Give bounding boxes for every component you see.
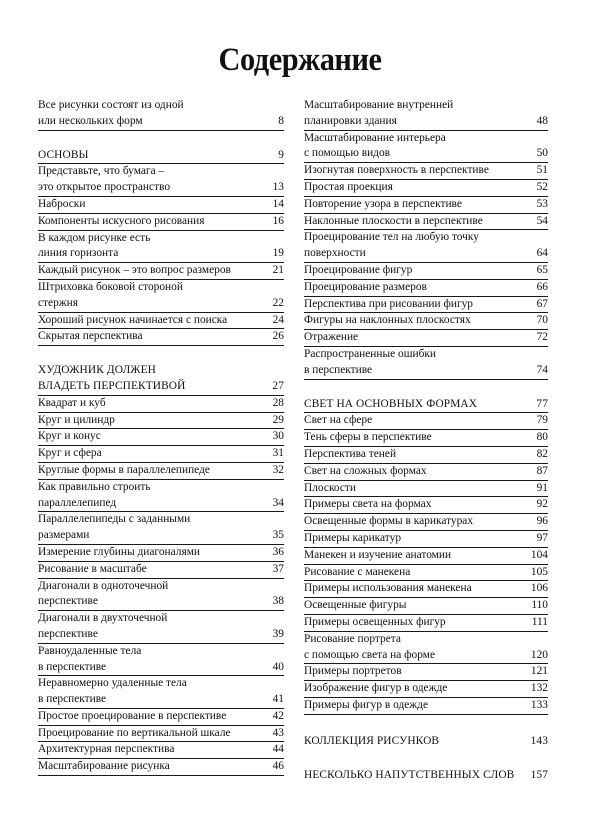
toc-entry[interactable] xyxy=(304,481,548,498)
toc-entry-title: Повторение узора в перспективе xyxy=(304,197,462,210)
toc-entry-title: Параллелепипеды с заданными размерами xyxy=(38,513,191,542)
toc-entry-title: Фигуры на наклонных плоскостях xyxy=(304,314,471,327)
toc-page-number: 37 xyxy=(272,562,284,575)
toc-page-number: 82 xyxy=(536,447,548,460)
toc-entry[interactable] xyxy=(304,565,548,582)
toc-page-number: 120 xyxy=(530,648,548,661)
toc-entry-title: Наклонные плоскости в перспективе xyxy=(304,214,483,227)
toc-entry[interactable] xyxy=(304,698,548,715)
toc-entry[interactable] xyxy=(304,497,548,514)
toc-entry-title: Рисование в масштабе xyxy=(38,562,147,575)
toc-entry[interactable] xyxy=(304,615,548,632)
toc-entry-title: Диагонали в двухточечной перспективе xyxy=(38,612,168,640)
toc-page-number: 9 xyxy=(278,148,284,161)
toc-entry[interactable] xyxy=(304,98,548,131)
toc-entry-title: Изображение фигур в одежде xyxy=(304,682,448,695)
toc-page-number: 28 xyxy=(272,396,284,409)
toc-entry[interactable] xyxy=(304,664,548,681)
toc-entry[interactable] xyxy=(304,313,548,330)
toc-entry-title: Как правильно строить параллелепипед xyxy=(38,480,151,509)
toc-entry-title: Плоскости xyxy=(304,481,357,494)
toc-entry-title: Неравномерно удаленные тела в перспективе xyxy=(38,677,187,706)
toc-entry-title: НЕСКОЛЬКО НАПУТСТВЕННЫХ СЛОВ xyxy=(304,769,515,782)
toc-entry-title: Проецирование по вертикальной шкале xyxy=(38,726,231,739)
toc-entry-title: Примеры фигур в одежде xyxy=(304,698,429,711)
toc-page-number: 91 xyxy=(536,481,548,494)
toc-entry[interactable] xyxy=(304,131,548,164)
toc-gap xyxy=(38,346,284,363)
page-title: Содержание xyxy=(218,42,382,78)
toc-entry[interactable] xyxy=(38,480,284,513)
toc-entry[interactable] xyxy=(38,463,284,480)
toc-page-number: 92 xyxy=(536,498,548,511)
toc-entry[interactable] xyxy=(304,413,548,430)
toc-page-number: 97 xyxy=(536,531,548,544)
toc-entry[interactable] xyxy=(304,163,548,180)
toc-page-number: 80 xyxy=(536,431,548,444)
toc-page-number: 106 xyxy=(530,582,548,595)
toc-section-heading[interactable] xyxy=(304,734,548,750)
toc-entry[interactable] xyxy=(38,396,284,413)
toc-entry[interactable] xyxy=(38,644,284,677)
toc-page-number: 39 xyxy=(272,627,284,640)
toc-page-number: 53 xyxy=(536,197,548,210)
toc-entry-title: Круг и цилиндр xyxy=(38,413,115,426)
toc-entry-title: Хороший рисунок начинается с поиска xyxy=(38,313,228,326)
toc-entry-title: КОЛЛЕКЦИЯ РИСУНКОВ xyxy=(304,734,440,747)
toc-entry-title: Все рисунки состоят из одной или нескольких форм xyxy=(38,99,184,127)
toc-entry-title: Изогнутая поверхность в перспективе xyxy=(304,164,489,177)
toc-page-number: 42 xyxy=(272,709,284,722)
toc-entry-title: Рисование с манекена xyxy=(304,565,411,578)
toc-entry[interactable] xyxy=(38,429,284,446)
toc-entry-title: Круг и сфера xyxy=(38,447,102,460)
toc-entry[interactable] xyxy=(304,180,548,197)
toc-entry-title: Тень сферы в перспективе xyxy=(304,431,432,444)
toc-page-number: 22 xyxy=(272,296,284,309)
toc-entry-title: Освещенные формы в карикатурах xyxy=(304,515,474,528)
toc-entry[interactable] xyxy=(304,681,548,698)
toc-entry-title: Масштабирование рисунка xyxy=(38,760,170,773)
toc-entry[interactable] xyxy=(38,197,284,214)
toc-page-number: 13 xyxy=(272,181,284,194)
toc-page-number: 31 xyxy=(272,447,284,460)
toc-entry-title: Наброски xyxy=(38,197,86,210)
toc-entry[interactable] xyxy=(304,447,548,464)
toc-entry[interactable] xyxy=(304,347,548,380)
toc-entry-title: Простое проецирование в перспективе xyxy=(38,709,227,722)
toc-page-number: 64 xyxy=(536,247,548,260)
toc-entry[interactable] xyxy=(304,230,548,263)
toc-entry-title: Рисование портрета с помощью света на форме xyxy=(304,632,436,661)
toc-page-number: 41 xyxy=(272,693,284,706)
toc-page-number: 35 xyxy=(272,529,284,542)
toc-entry[interactable] xyxy=(38,562,284,579)
toc-entry[interactable] xyxy=(38,98,284,131)
toc-entry[interactable] xyxy=(38,280,284,313)
toc-entry-title: Освещенные фигуры xyxy=(304,599,407,612)
toc-entry[interactable] xyxy=(38,313,284,330)
toc-page-number: 67 xyxy=(536,297,548,310)
toc-entry-title: Масштабирование внутренней планировки здания xyxy=(304,99,454,127)
toc-entry-title: Проецирование фигур xyxy=(304,263,413,276)
toc-page-number: 133 xyxy=(530,698,548,711)
toc-entry[interactable] xyxy=(38,214,284,231)
toc-page-number: 70 xyxy=(536,314,548,327)
toc-entry[interactable] xyxy=(38,676,284,709)
toc-entry[interactable] xyxy=(38,759,284,776)
toc-entry[interactable] xyxy=(38,413,284,430)
toc-entry-title: Распространенные ошибки в перспективе xyxy=(304,347,437,376)
toc-entry[interactable] xyxy=(304,280,548,297)
toc-page-number: 111 xyxy=(531,615,548,628)
toc-page-number: 79 xyxy=(536,414,548,427)
toc-page-number: 38 xyxy=(272,595,284,608)
toc-page-number: 110 xyxy=(531,599,548,612)
toc-page-number: 30 xyxy=(272,430,284,443)
toc-entry-title: Примеры использования манекена xyxy=(304,582,472,595)
toc-page-number: 121 xyxy=(530,665,548,678)
toc-entry[interactable] xyxy=(38,742,284,759)
toc-entry[interactable] xyxy=(304,464,548,481)
toc-entry-title: Примеры света на формах xyxy=(304,498,432,511)
toc-page-number: 16 xyxy=(272,214,284,227)
toc-page-number: 132 xyxy=(530,682,548,695)
toc-gap xyxy=(304,380,548,397)
toc-entry-title: Свет на сложных формах xyxy=(304,464,427,477)
toc-entry[interactable] xyxy=(304,297,548,314)
toc-entry[interactable] xyxy=(304,548,548,565)
toc-page-number: 14 xyxy=(272,197,284,210)
toc-entry-title: СВЕТ НА ОСНОВНЫХ ФОРМАХ xyxy=(304,397,478,410)
toc-entry[interactable] xyxy=(304,514,548,531)
toc-entry[interactable] xyxy=(304,581,548,598)
toc-page-number: 157 xyxy=(530,769,548,782)
toc-entry-title: Круглые формы в параллелепипеде xyxy=(38,463,210,476)
toc-entry[interactable] xyxy=(304,197,548,214)
toc-page-number: 43 xyxy=(272,726,284,739)
toc-entry-title: Квадрат и куб xyxy=(38,396,106,409)
toc-page-number: 26 xyxy=(272,330,284,343)
toc-entry-title: Круг и конус xyxy=(38,430,101,443)
toc-entry[interactable] xyxy=(304,430,548,447)
toc-entry[interactable] xyxy=(38,579,284,612)
toc-gap xyxy=(304,715,548,734)
toc-page-number: 48 xyxy=(536,114,548,127)
toc-page-number: 77 xyxy=(536,397,548,410)
toc-page-number: 44 xyxy=(272,743,284,756)
toc-entry[interactable] xyxy=(38,726,284,743)
toc-entry-title: Штриховка боковой стороной стержня xyxy=(38,280,183,309)
toc-entry[interactable] xyxy=(304,598,548,615)
toc-page-number: 36 xyxy=(272,545,284,558)
toc-section-heading[interactable] xyxy=(304,768,548,784)
toc-page-number: 8 xyxy=(278,114,284,127)
toc-entry-title: Свет на сфере xyxy=(304,414,373,427)
toc-page-number: 21 xyxy=(272,264,284,277)
toc-column-left xyxy=(38,98,284,776)
toc-entry[interactable] xyxy=(304,632,548,665)
toc-entry-title: Перспектива теней xyxy=(304,447,397,460)
toc-entry-title: Примеры карикатур xyxy=(304,531,402,544)
toc-entry[interactable] xyxy=(38,611,284,644)
toc-entry-title: Примеры освещенных фигур xyxy=(304,615,446,628)
toc-entry[interactable] xyxy=(38,545,284,562)
toc-entry-title: Каждый рисунок – это вопрос размеров xyxy=(38,264,231,277)
toc-entry-title: Диагонали в одноточечной перспективе xyxy=(38,579,169,608)
toc-entry-title: Проецирование тел на любую точку поверхности xyxy=(304,231,479,260)
toc-page-number: 29 xyxy=(272,413,284,426)
toc-entry-title: Перспектива при рисовании фигур xyxy=(304,297,474,310)
toc-entry[interactable] xyxy=(38,446,284,463)
toc-page-number: 46 xyxy=(272,760,284,773)
toc-entry[interactable] xyxy=(304,214,548,231)
toc-entry-title: Архитектурная перспектива xyxy=(38,743,175,756)
toc-section-heading[interactable] xyxy=(304,397,548,414)
toc-page-number: 50 xyxy=(536,147,548,160)
toc-page-number: 105 xyxy=(530,565,548,578)
toc-page-number: 32 xyxy=(272,463,284,476)
toc-entry-title: Проецирование размеров xyxy=(304,280,427,293)
toc-entry-title: Отражение xyxy=(304,331,359,344)
toc-page-number: 27 xyxy=(272,379,284,392)
toc-entry[interactable] xyxy=(38,709,284,726)
toc-page-number: 104 xyxy=(530,548,548,561)
toc-entry-title: В каждом рисунке есть линия горизонта xyxy=(38,231,151,260)
toc-entry[interactable] xyxy=(38,164,284,197)
toc-entry-title: Равноудаленные тела в перспективе xyxy=(38,644,142,673)
toc-page-number: 24 xyxy=(272,313,284,326)
toc-entry-title: Простая проекция xyxy=(304,180,393,193)
toc-entry[interactable] xyxy=(38,231,284,264)
toc-page-number: 52 xyxy=(536,180,548,193)
toc-entry[interactable] xyxy=(304,531,548,548)
toc-entry-title: Скрытая перспектива xyxy=(38,330,143,343)
toc-entry-title: Представьте, что бумага – это открытое пространство xyxy=(38,165,171,194)
toc-entry-title: Манекен и изучение анатомии xyxy=(304,548,452,561)
toc-page-number: 65 xyxy=(536,263,548,276)
toc-entry-title: Масштабирование интерьера с помощью видов xyxy=(304,131,446,160)
toc-gap xyxy=(38,131,284,148)
toc-page-number: 96 xyxy=(536,515,548,528)
toc-section-heading[interactable] xyxy=(38,148,284,165)
toc-page-number: 34 xyxy=(272,496,284,509)
toc-entry-title: Компоненты искусного рисования xyxy=(38,214,205,227)
toc-entry-title: Измерение глубины диагоналями xyxy=(38,545,200,558)
toc-entry-title: ОСНОВЫ xyxy=(38,148,89,161)
toc-page-number: 74 xyxy=(536,363,548,376)
toc-gap xyxy=(304,749,548,768)
toc-page-number: 54 xyxy=(536,214,548,227)
toc-page-number: 66 xyxy=(536,280,548,293)
toc-entry[interactable] xyxy=(304,263,548,280)
toc-entry[interactable] xyxy=(304,330,548,347)
toc-entry[interactable] xyxy=(38,329,284,346)
toc-page-number: 40 xyxy=(272,660,284,673)
toc-page-number: 143 xyxy=(530,734,548,747)
toc-page-number: 87 xyxy=(536,464,548,477)
toc-section-heading[interactable] xyxy=(38,363,284,396)
toc-entry[interactable] xyxy=(38,512,284,545)
toc-entry-title: ХУДОЖНИК ДОЛЖЕН ВЛАДЕТЬ ПЕРСПЕКТИВОЙ xyxy=(38,364,186,392)
toc-page-number: 51 xyxy=(536,164,548,177)
toc-page-number: 19 xyxy=(272,247,284,260)
toc-entry[interactable] xyxy=(38,263,284,280)
toc-page-number: 72 xyxy=(536,331,548,344)
toc-entry-title: Примеры портретов xyxy=(304,665,402,678)
toc-column-right xyxy=(304,98,548,784)
